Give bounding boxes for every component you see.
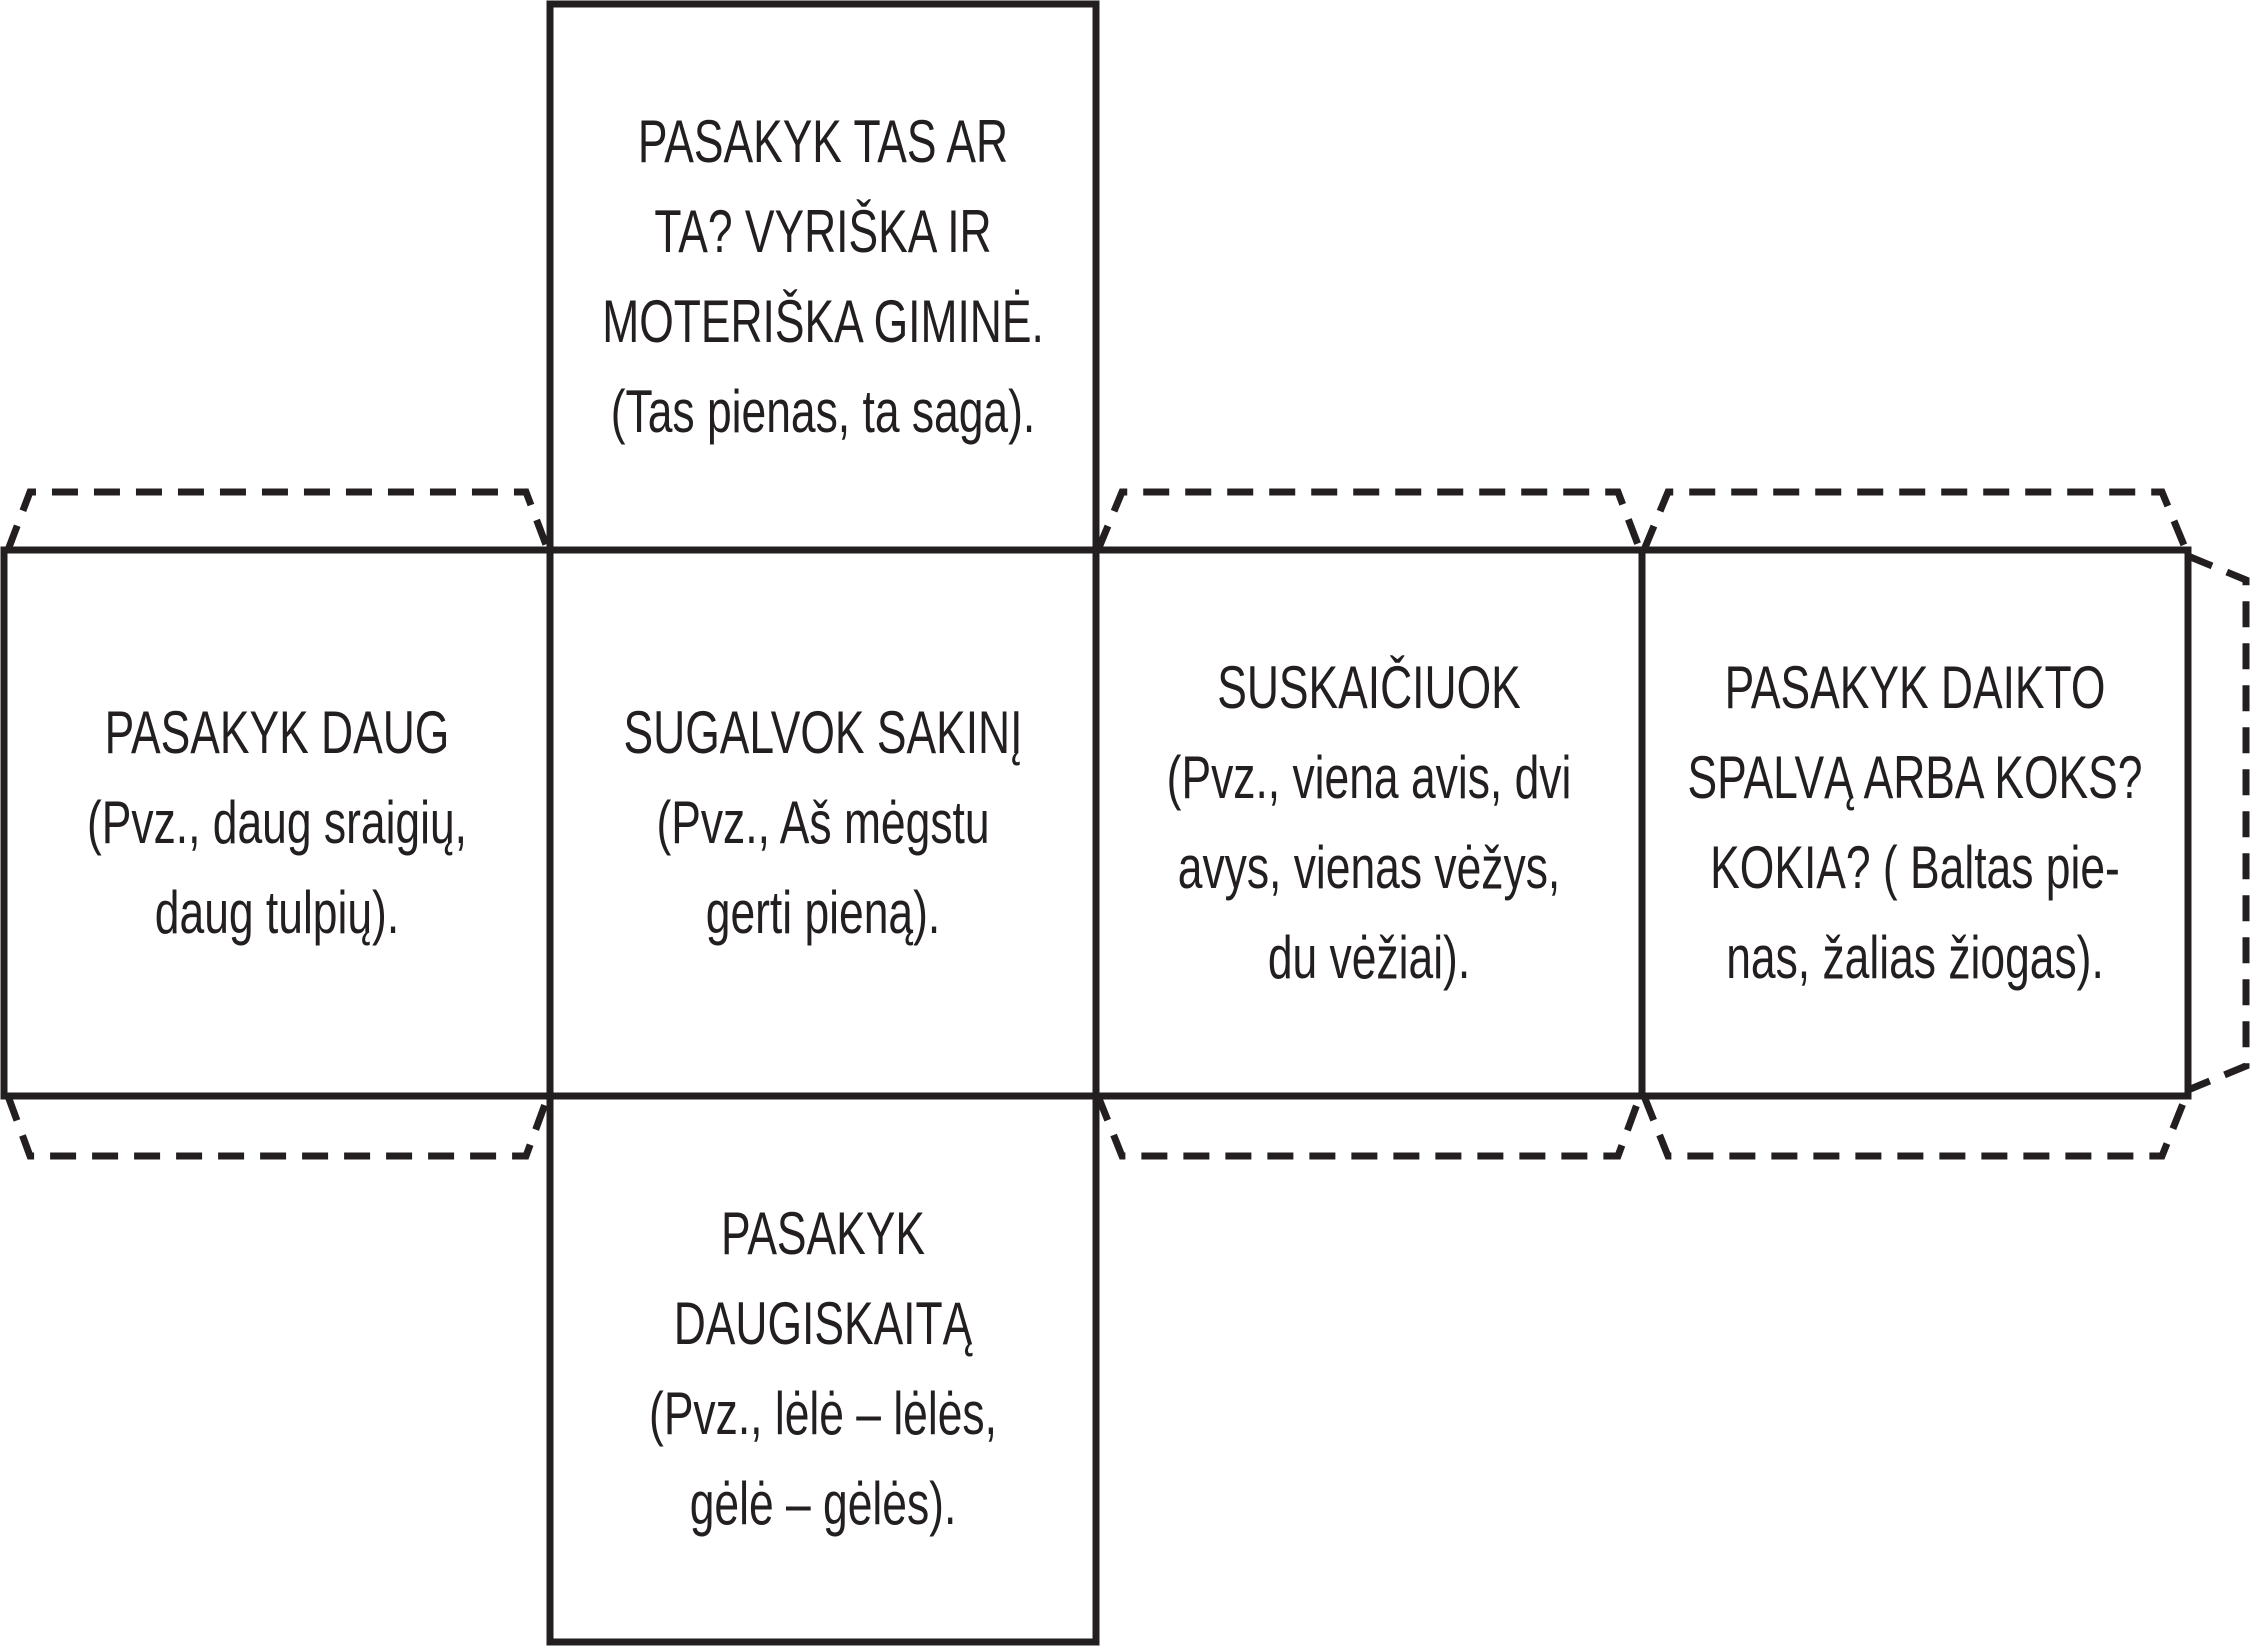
glue-tab-right-top [1098, 492, 1640, 550]
face-text-line: PASAKYK DAIKTO [1724, 654, 2106, 721]
glue-tab-right-bottom [1098, 1096, 1640, 1156]
face-text-line: PASAKYK TAS AR [637, 108, 1009, 175]
face-text-line: nas, žalias žiogas). [1726, 924, 2104, 991]
face-text-line: gėlė – gėlės). [689, 1470, 957, 1537]
face-text-line: du vėžiai). [1267, 924, 1471, 991]
face-text-line: (Pvz., viena avis, dvi [1166, 744, 1572, 811]
face-left-text [75, 550, 479, 1096]
face-text-line: KOKIA? ( Baltas pie- [1710, 834, 2120, 901]
glue-tab-left-top [8, 492, 548, 550]
face-text-line: gerti pieną). [705, 879, 941, 946]
face-text-line: SUSKAIČIUOK [1217, 654, 1521, 721]
face-text-line: (Pvz., daug sraigių, [86, 789, 468, 856]
glue-tab-far-right-side [2188, 556, 2246, 1090]
glue-tab-far-right-top [1644, 492, 2186, 550]
face-text-line: SUGALVOK SAKINĮ [623, 699, 1023, 766]
face-top-text [602, 4, 1044, 550]
face-text-line: avys, vienas vėžys, [1177, 834, 1561, 901]
face-text-line: (Pvz., Aš mėgstu [656, 789, 990, 856]
face-text-line: PASAKYK DAUG [104, 699, 450, 766]
face-text-line: (Pvz., lėlė – lėlės, [649, 1380, 997, 1447]
face-bottom-text [621, 1096, 1025, 1642]
face-text-line: daug tulpių). [154, 879, 400, 946]
glue-tab-left-bottom [8, 1096, 548, 1156]
face-far-right-text [1687, 550, 2143, 1096]
face-right-text [1167, 550, 1571, 1096]
glue-tab-far-right-bottom [1644, 1096, 2186, 1156]
face-text-line: DAUGISKAITĄ [673, 1290, 973, 1357]
face-text-line: SPALVĄ ARBA KOKS? [1687, 744, 2143, 811]
face-text-line: PASAKYK [720, 1200, 926, 1267]
face-text-line: TA? VYRIŠKA IR [654, 198, 992, 265]
face-text-line: MOTERIŠKA GIMINĖ. [602, 288, 1044, 355]
face-center-text [621, 550, 1025, 1096]
face-text-line: (Tas pienas, ta saga). [610, 378, 1036, 445]
